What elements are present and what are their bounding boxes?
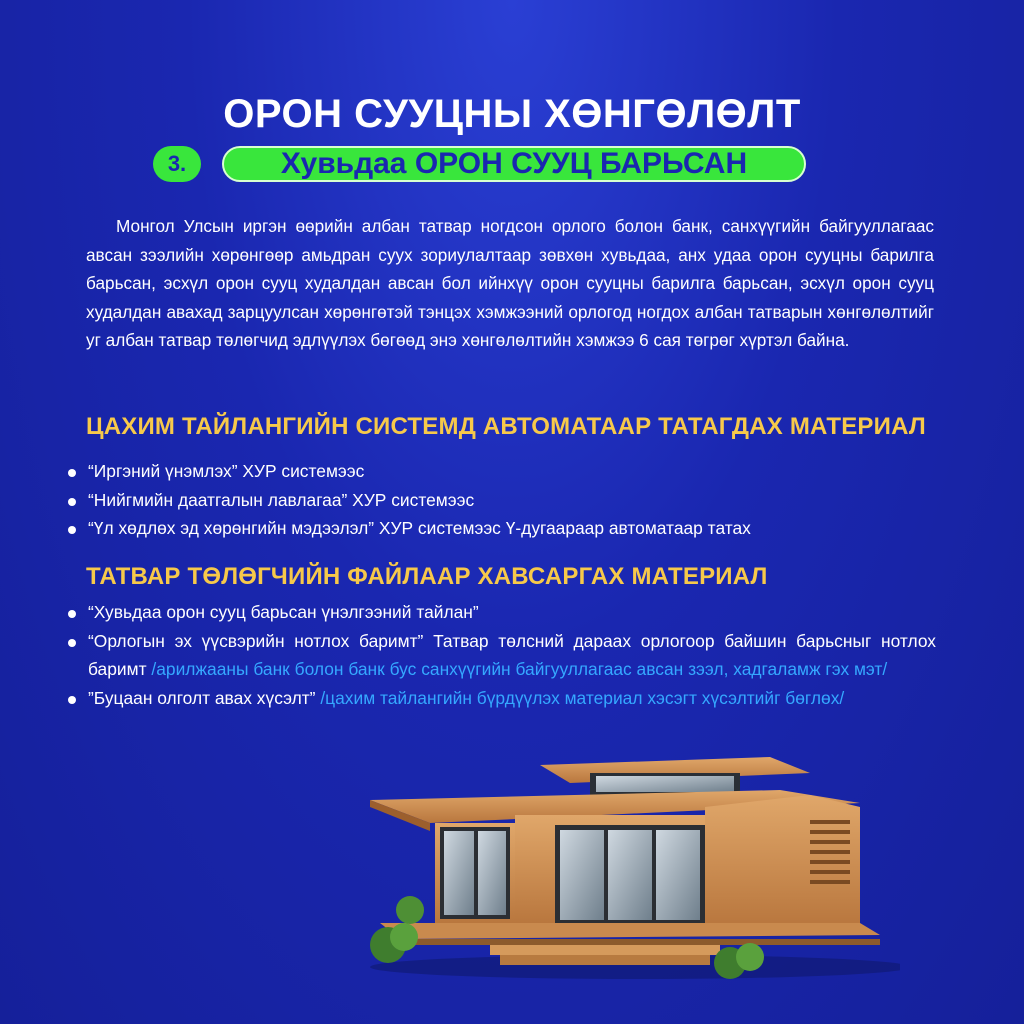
list-item bbox=[66, 486, 936, 515]
list-item bbox=[66, 684, 936, 713]
list-item-text: ”Буцаан олголт авах хүсэлт” bbox=[88, 687, 316, 708]
bullet-icon bbox=[68, 639, 76, 647]
section-heading-attached-materials: ТАТВАР ТӨЛӨГЧИЙН ФАЙЛААР ХАВСАРГАХ МАТЕРИАЛ bbox=[86, 563, 768, 590]
bullet-icon bbox=[68, 469, 76, 477]
section-heading-auto-materials: ЦАХИМ ТАЙЛАНГИЙН СИСТЕМД АВТОМАТААР ТАТАГДАХ МАТЕРИАЛ bbox=[86, 413, 926, 440]
list-item-text: “Үл хөдлөх эд хөрөнгийн мэдээлэл” ХУР системээс Ү-дугаараар автоматаар татах bbox=[88, 518, 751, 538]
bullet-icon bbox=[68, 526, 76, 534]
list-item-note: /арилжааны банк болон банк бус санхүүгийн байгууллагаас авсан зээл, хадгаламж гэх мэт/ bbox=[151, 659, 888, 679]
auto-materials-list bbox=[66, 457, 936, 543]
list-item-note: /цахим тайлангийн бүрдүүлэх материал хэсэгт хүсэлтийг бөглөх/ bbox=[320, 687, 845, 708]
list-item-text: “Орлогын эх үүсвэрийн нотлох баримт” Татвар төлсний дараах орлогоор байшин барьсныг нотлох баримт bbox=[88, 630, 936, 679]
intro-paragraph: Монгол Улсын иргэн өөрийн албан татвар ногдсон орлого болон банк, санхүүгийн байгууллагаас авсан зээлийн хөрөнгөөр амьдран суух зориулалтаар зөвхөн хувьдаа, анх удаа орон сууцны барилга барьсан, эсхүл орон сууц худалдан авсан бол ийнхүү орон сууцны барилга барьсан, эсхүл орон сууц худалдан авахад зарцуулсан хөрөнгөтэй тэнцэх хэмжээний орлогод ногдох албан татварын хөнгөлөлтийг уг албан татвар төлөгчид эдлүүлэх бөгөөд энэ хөнгөлөлтийн хэмжээ 6 сая төгрөг хүртэл байна. bbox=[86, 216, 934, 350]
bullet-icon bbox=[68, 610, 76, 618]
list-item bbox=[66, 598, 936, 627]
list-item-text: “Хувьдаа орон сууц барьсан үнэлгээний тайлан” bbox=[88, 602, 479, 622]
bullet-icon bbox=[68, 498, 76, 506]
list-item bbox=[66, 457, 936, 486]
step-number-badge: 3. bbox=[153, 146, 201, 182]
subtitle-pill: Хувьдаа ОРОН СУУЦ БАРЬСАН bbox=[222, 146, 806, 182]
page-title: ОРОН СУУЦНЫ ХӨНГӨЛӨЛТ bbox=[223, 92, 801, 136]
house-illustration bbox=[340, 745, 900, 985]
list-item-text: “Иргэний үнэмлэх” ХУР системээс bbox=[88, 461, 365, 481]
list-item bbox=[66, 627, 936, 684]
list-item-text: “Нийгмийн даатгалын лавлагаа” ХУР системээс bbox=[88, 489, 475, 510]
list-item bbox=[66, 514, 936, 543]
bullet-icon bbox=[68, 696, 76, 704]
attached-materials-list bbox=[66, 598, 936, 712]
